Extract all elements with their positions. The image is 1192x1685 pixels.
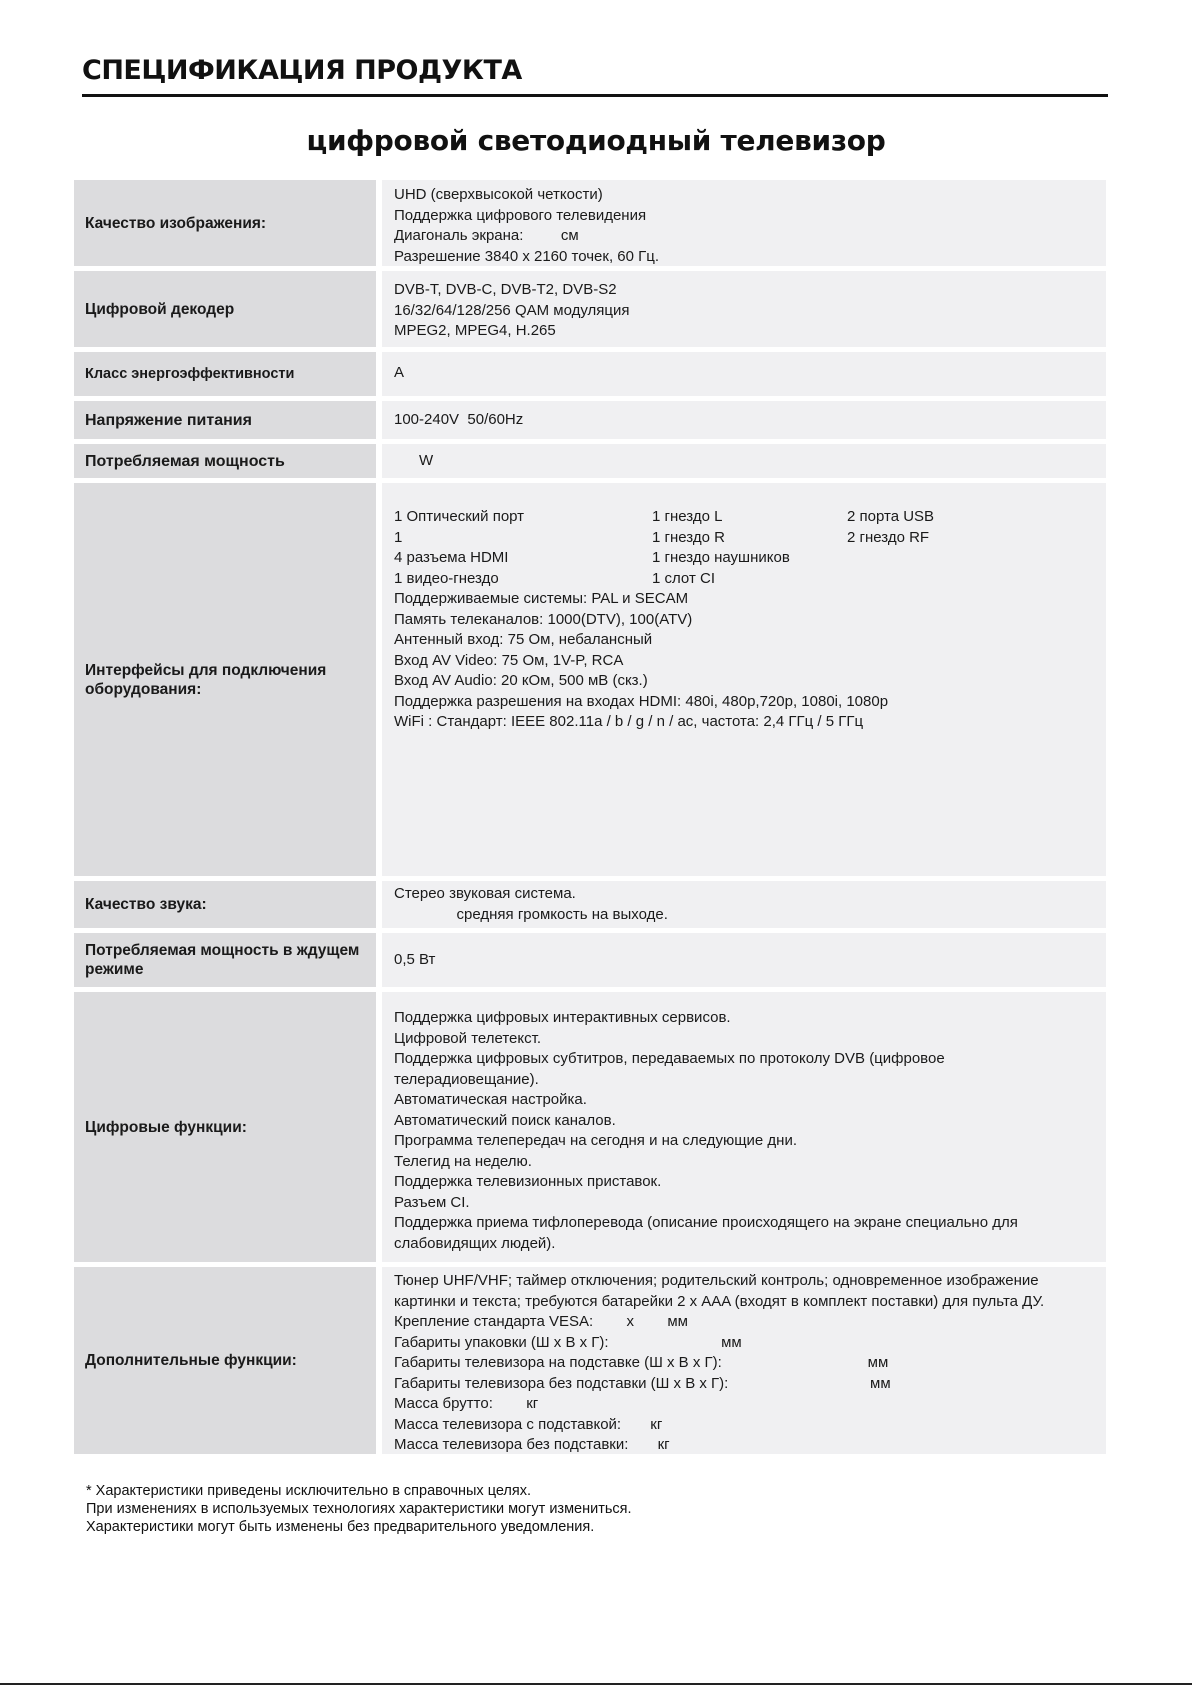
spec-value: [382, 271, 1106, 347]
port-item: 1 гнездо R: [652, 528, 725, 546]
spec-line: Цифровой телетекст.: [394, 1029, 541, 1047]
spec-line: MPEG2, MPEG4, H.265: [394, 322, 556, 339]
port-item: 1: [394, 528, 403, 546]
spec-label: Качество звука:: [74, 881, 376, 928]
spec-line: Габариты телевизора без подставки (Ш х В х Г): мм: [394, 1374, 891, 1392]
page-title: СПЕЦИФИКАЦИЯ ПРОДУКТА: [82, 55, 522, 86]
ports-grid: [394, 507, 1096, 589]
spec-label: Цифровые функции:: [74, 992, 376, 1262]
spec-value: [382, 444, 1106, 478]
spec-label: Цифровой декодер: [74, 271, 376, 347]
port-item: 1 гнездо наушников: [652, 549, 790, 566]
spec-line: Память телеканалов: 1000(DTV), 100(ATV): [394, 610, 693, 628]
spec-line: Автоматическая настройка.: [394, 1091, 587, 1108]
spec-line: Вход AV Audio: 20 кОм, 500 мВ (скз.): [394, 672, 648, 689]
spec-line: 16/32/64/128/256 QAM модуляция: [394, 301, 630, 319]
spec-value: [382, 1267, 1106, 1454]
spec-line: средняя громкость на выходе.: [394, 905, 668, 923]
title-divider: [82, 94, 1108, 97]
spec-line: UHD (сверхвысокой четкости): [394, 186, 603, 203]
spec-label: Класс энергоэффективности: [74, 352, 376, 396]
spec-line: Разрешение 3840 x 2160 точек, 60 Гц.: [394, 247, 660, 265]
product-title: цифровой светодиодный телевизор: [306, 124, 886, 157]
spec-line: Разъем CI.: [394, 1193, 470, 1211]
spec-line: Поддерживаемые системы: PAL и SECAM: [394, 590, 689, 607]
spec-row-standby: [74, 933, 1106, 987]
spec-line: Поддержка цифрового телевидения: [394, 206, 647, 224]
port-item: 1 слот CI: [652, 569, 715, 587]
spec-line: Стерео звуковая система.: [394, 885, 576, 902]
spec-table: [74, 180, 1106, 1459]
spec-label: Интерфейсы для подключения оборудования:: [74, 483, 376, 876]
spec-row-picture: [74, 180, 1106, 266]
spec-label: Напряжение питания: [74, 401, 376, 439]
port-item: 1 Оптический порт: [394, 508, 525, 525]
footnote: [86, 1482, 632, 1536]
spec-line: Поддержка цифровых интерактивных сервисов.: [394, 1009, 731, 1026]
port-item: 2 гнездо RF: [847, 528, 930, 546]
spec-value: [382, 401, 1106, 439]
spec-label: Потребляемая мощность: [74, 444, 376, 478]
spec-line: 100-240V 50/60Hz: [394, 410, 524, 428]
spec-row-power: [74, 444, 1106, 478]
spec-line: Вход AV Video: 75 Ом, 1V-P, RCA: [394, 651, 624, 669]
spec-line: Диагональ экрана: см: [394, 227, 579, 244]
spec-line: Автоматический поиск каналов.: [394, 1111, 616, 1129]
spec-row-extra: [74, 1267, 1106, 1454]
port-item: [847, 548, 1047, 569]
spec-line: W: [394, 451, 434, 469]
spec-value: [382, 352, 1106, 396]
footnote-line: Характеристики могут быть изменены без предварительного уведомления.: [86, 1519, 595, 1535]
spec-line: Масса брутто: кг: [394, 1395, 539, 1412]
spec-value: [382, 180, 1106, 266]
spec-value: [382, 933, 1106, 987]
spec-row-voltage: [74, 401, 1106, 439]
spec-line: Поддержка цифровых субтитров, передаваемых по протоколу DVB (цифровое телерадиовещание).: [394, 1050, 945, 1088]
spec-line: Поддержка телевизионных приставок.: [394, 1173, 662, 1190]
spec-row-energy: [74, 352, 1106, 396]
spec-line: DVB-T, DVB-C, DVB-T2, DVB-S2: [394, 281, 617, 298]
spec-line: Масса телевизора без подставки: кг: [394, 1436, 670, 1453]
port-item: 2 порта USB: [847, 508, 935, 525]
port-item: 1 видео-гнездо: [394, 569, 499, 587]
port-item: 4 разъема HDMI: [394, 549, 509, 566]
spec-row-sound: [74, 881, 1106, 928]
footnote-line: * Характеристики приведены исключительно в справочных целях.: [86, 1483, 532, 1499]
spec-line: Крепление стандарта VESA: х мм: [394, 1313, 688, 1330]
spec-label: Качество изображения:: [74, 180, 376, 266]
spec-row-decoder: [74, 271, 1106, 347]
spec-row-digital: [74, 992, 1106, 1262]
spec-line: Габариты упаковки (Ш х В х Г): мм: [394, 1333, 742, 1351]
spec-line: Поддержка разрешения на входах HDMI: 480i, 480p,720p, 1080i, 1080p: [394, 692, 889, 710]
spec-label: Дополнительные функции:: [74, 1267, 376, 1454]
spec-value: [382, 992, 1106, 1262]
spec-line: Масса телевизора с подставкой: кг: [394, 1415, 663, 1433]
spec-line: Программа телепередач на сегодня и на следующие дни.: [394, 1132, 798, 1149]
spec-line: WiFi : Стандарт: IEEE 802.11a / b / g / n / ac, частота: 2,4 ГГц / 5 ГГц: [394, 713, 864, 730]
spec-line: Тюнер UHF/VHF; таймер отключения; родительский контроль; одновременное изображение картинки и текста; требуются батарейки 2 х AAA (входят в комплект поставки) для пульта ДУ.: [394, 1272, 1045, 1310]
spec-line: A: [394, 363, 405, 381]
spec-value: [382, 483, 1106, 876]
spec-label: Потребляемая мощность в ждущем режиме: [74, 933, 376, 987]
spec-line: Поддержка приема тифлоперевода (описание происходящего на экране специально для слабовидящих людей).: [394, 1214, 1018, 1252]
spec-value: [382, 881, 1106, 928]
footnote-line: При изменениях в используемых технологиях характеристики могут измениться.: [86, 1501, 632, 1517]
spec-line: 0,5 Вт: [394, 950, 436, 968]
spec-line: Телегид на неделю.: [394, 1152, 532, 1170]
spec-line: Антенный вход: 75 Ом, небалансный: [394, 631, 653, 648]
port-item: [847, 569, 1047, 590]
spec-row-interfaces: [74, 483, 1106, 876]
port-item: 1 гнездо L: [652, 508, 723, 525]
spec-line: Габариты телевизора на подставке (Ш х В х Г): мм: [394, 1354, 889, 1371]
